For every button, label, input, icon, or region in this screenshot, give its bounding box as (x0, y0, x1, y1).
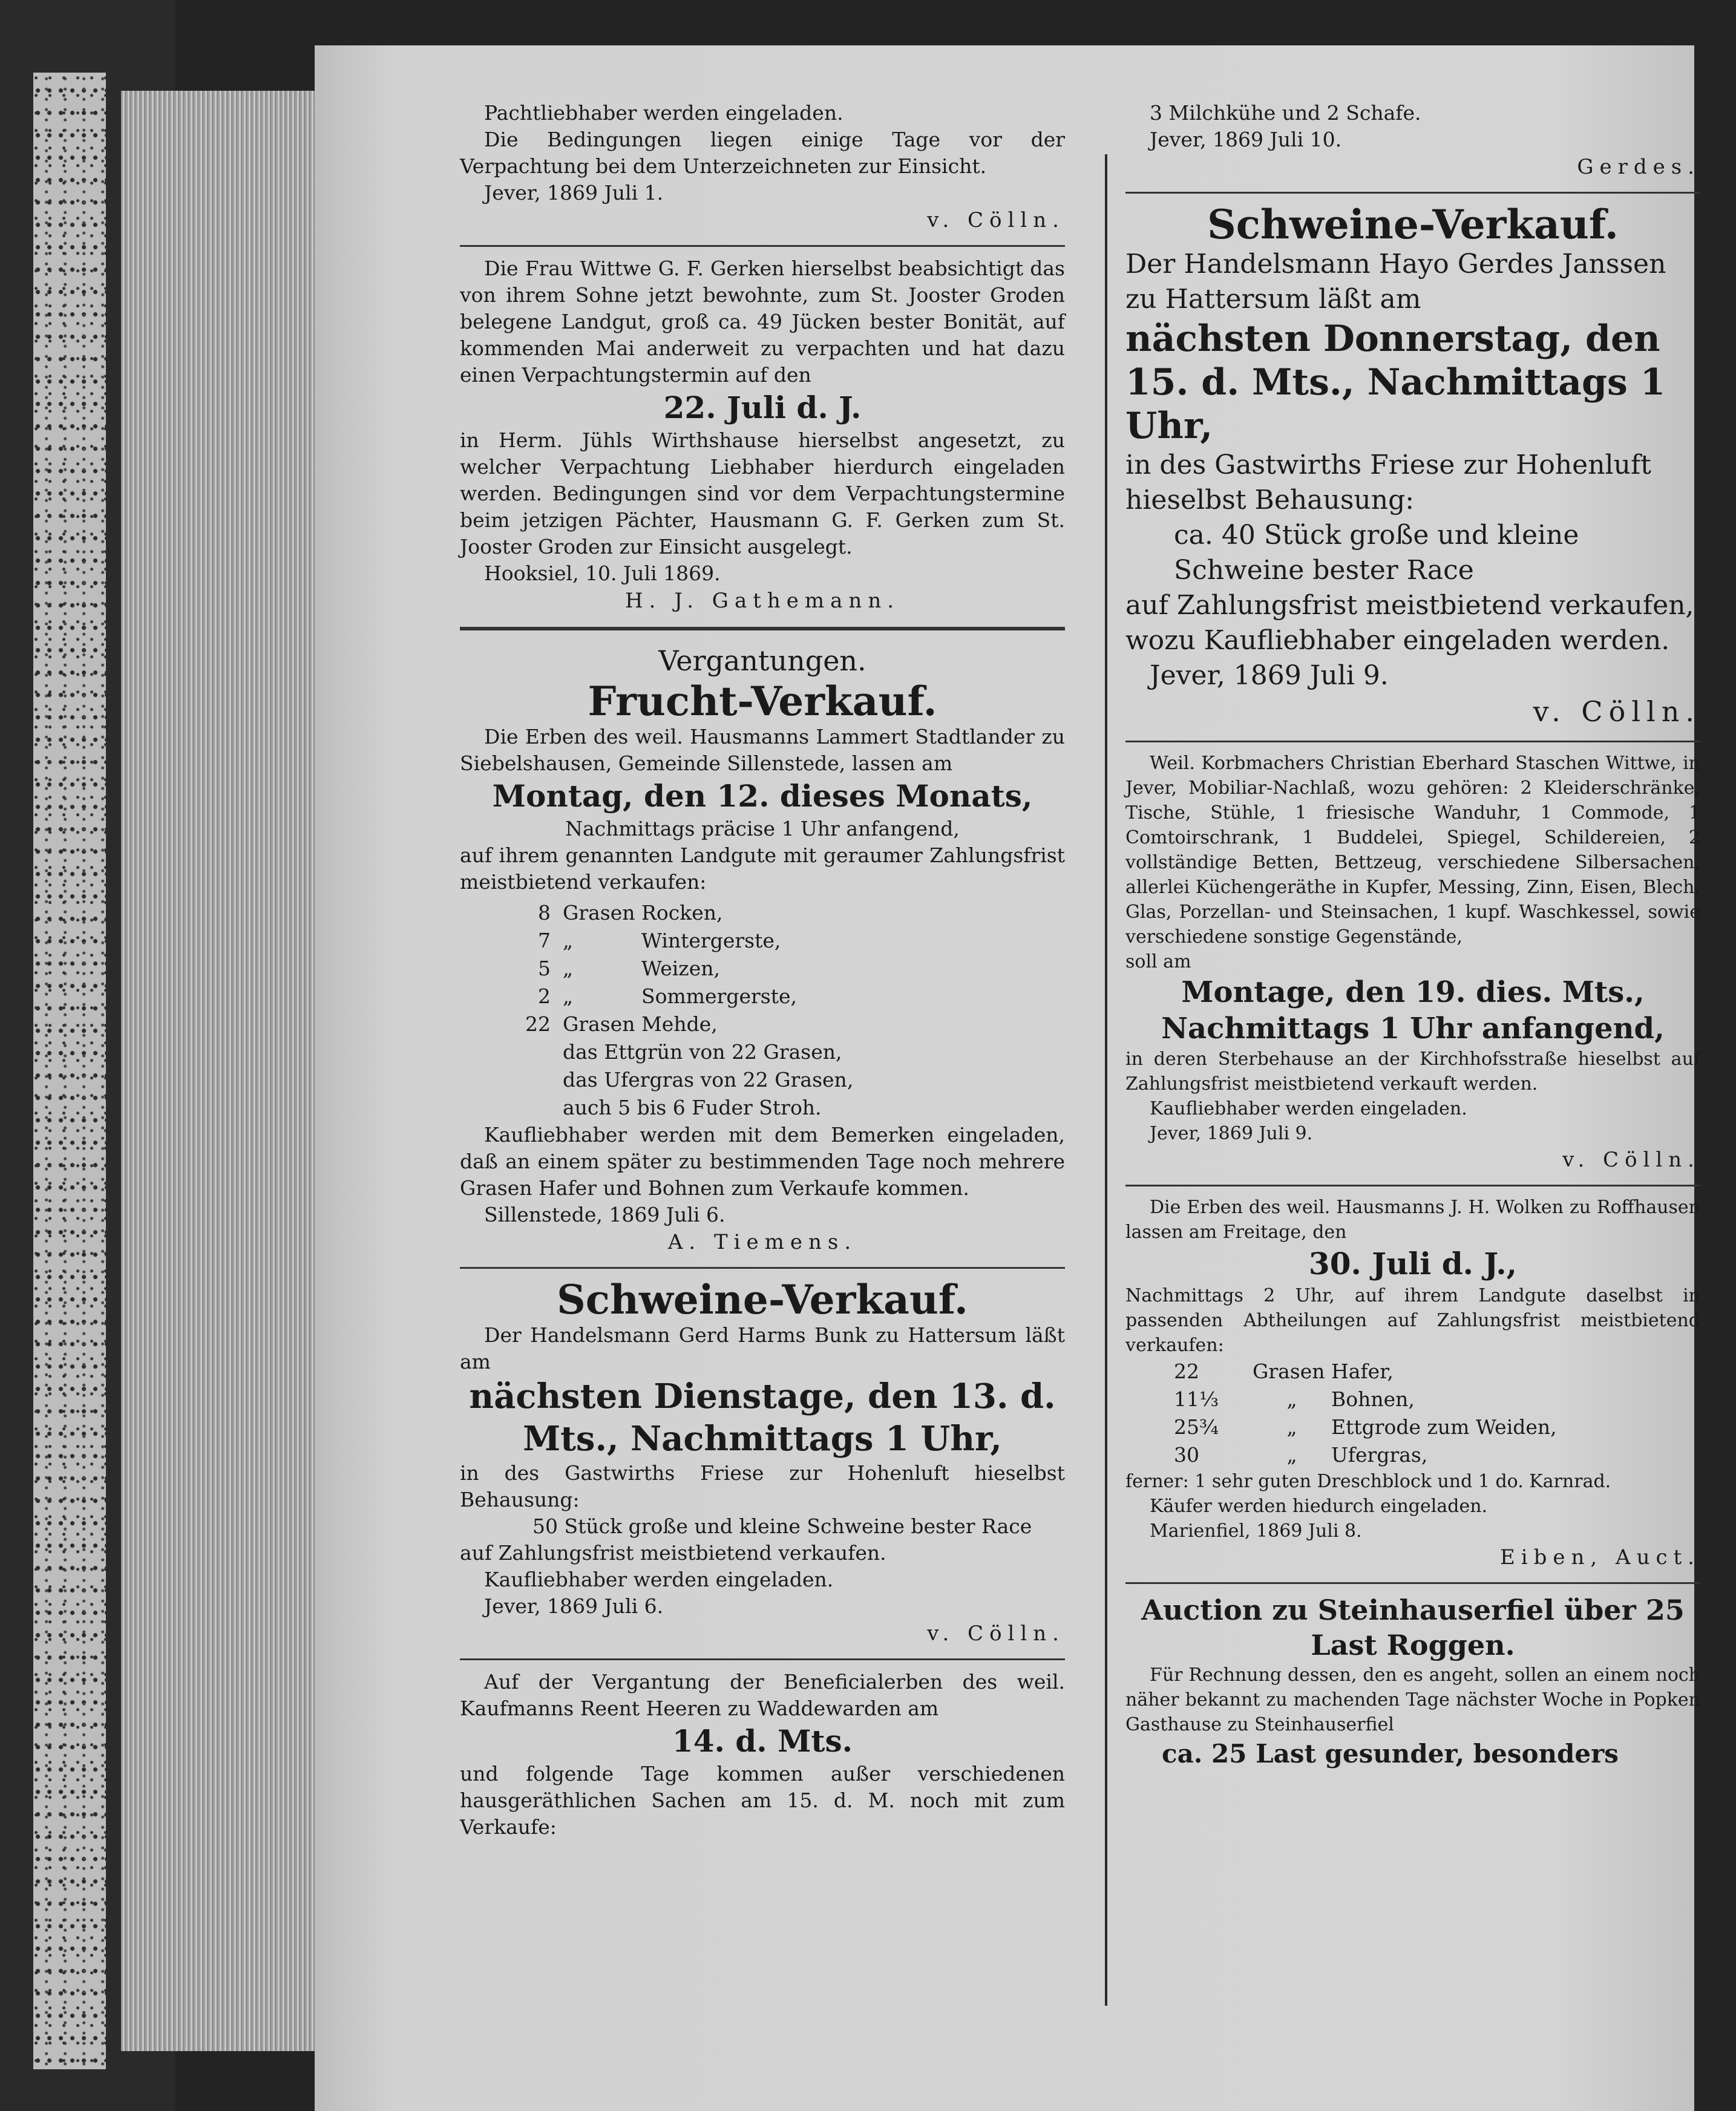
lease-text: Die Frau Wittwe G. F. Gerken hierselbst beabsichtigt das von ihrem Sohne jetzt bewohnte, zum St. Jooster Groden belegene Landgut, groß ca. 49 Jücken bester Bonität, auf kommenden Mai anderweit zu verpachten und hat dazu einen Verpachtungstermin auf den (460, 257, 1065, 387)
pig-sale-place-date: Jever, 1869 Juli 9. (1150, 660, 1389, 691)
item-name: Wintergerste, (641, 929, 781, 952)
item-qty: 7 (538, 929, 551, 952)
wolken-sale (1125, 1195, 1700, 1571)
fruit-sale-date: Montag, den 12. dieses Monats, (492, 778, 1033, 814)
list-item (1174, 1386, 1700, 1413)
wolken-text-2: Nachmittags 2 Uhr, auf ihrem Landgute daselbst in passenden Abtheilungen auf Zahlungsfrist meistbietend verkaufen: (1125, 1285, 1700, 1356)
divider (1125, 1185, 1700, 1186)
item-extra: das Ufergras von 22 Grasen, (563, 1068, 854, 1092)
pig-sale-intro: Der Handelsmann Gerd Harms Bunk zu Hattersum läßt am (460, 1323, 1065, 1373)
auction-text: Für Rechnung dessen, den es angeht, sollen an einem noch näher bekannt zu machenden Tage nächster Woche in Popken Gasthause zu Steinhauserfiel (1125, 1664, 1700, 1735)
wolken-extra: ferner: 1 sehr guten Dreschblock und 1 do. Karnrad. (1125, 1471, 1611, 1492)
pig-sale-text: in des Gastwirths Friese zur Hohenluft hieselbst Behausung: (460, 1461, 1065, 1511)
wolken-place-date: Marienfiel, 1869 Juli 8. (1150, 1520, 1362, 1542)
pig-sale-text-2: auf Zahlungsfrist meistbietend verkaufen. (460, 1541, 886, 1565)
fruit-sale-list (460, 899, 1065, 1122)
newspaper-page (315, 45, 1700, 2111)
left-column (460, 100, 1065, 1841)
top-line: 3 Milchkühe und 2 Schafe. (1150, 101, 1421, 125)
estate-place-date: Jever, 1869 Juli 9. (1150, 1123, 1313, 1144)
pig-sale-text: in des Gastwirths Friese zur Hohenluft hieselbst Behausung: (1125, 450, 1651, 515)
item-unit: „ (1286, 1415, 1297, 1439)
item-name: Bohnen, (1331, 1387, 1415, 1411)
list-item (496, 899, 1065, 927)
item-qty: 5 (538, 957, 551, 980)
benef-text: Auf der Vergantung der Beneficialerben des weil. Kaufmanns Reent Heeren zu Waddewarden am (460, 1670, 1065, 1720)
estate-sale (1125, 751, 1700, 1174)
estate-date: Montage, den 19. dies. Mts., Nachmittags 1 Uhr anfangend, (1161, 975, 1665, 1046)
divider (460, 627, 1065, 630)
pig-sale-intro: Der Handelsmann Hayo Gerdes Janssen zu Hattersum läßt am (1125, 249, 1666, 315)
item-unit: Grasen (563, 901, 635, 925)
pig-sale-invite: Kaufliebhaber werden eingeladen. (484, 1568, 834, 1591)
list-item (496, 927, 1065, 955)
item-name: Weizen, (641, 957, 720, 980)
notice-line: Pachtliebhaber werden eingeladen. (484, 101, 843, 125)
fruit-sale-title: Frucht-Verkauf. (588, 678, 937, 725)
notice-line: Die Bedingungen liegen einige Tage vor der Verpachtung bei dem Unterzeichneten zur Einsicht. (460, 128, 1065, 178)
item-unit: „ (563, 957, 574, 980)
pig-sale-right (1125, 202, 1700, 730)
list-item (496, 983, 1065, 1010)
item-qty: 11⅓ (1174, 1387, 1219, 1411)
notice-date: Jever, 1869 Juli 1. (484, 181, 664, 205)
lease-notice (460, 255, 1065, 615)
item-name: Rocken, (641, 901, 723, 925)
estate-lead: soll am (1125, 951, 1191, 972)
wolken-list (1125, 1358, 1700, 1469)
wolken-text: Die Erben des weil. Hausmanns J. H. Wolken zu Roffhausen lassen am Freitage, den (1125, 1197, 1700, 1243)
item-unit: „ (1286, 1387, 1297, 1411)
pig-sale-item: 50 Stück große und kleine Schweine bester Race (532, 1514, 1032, 1538)
divider (1125, 192, 1700, 194)
list-item (1174, 1413, 1700, 1441)
item-name: Sommergerste, (641, 984, 798, 1008)
lease-date: 22. Juli d. J. (663, 390, 862, 425)
estate-text: Weil. Korbmachers Christian Eberhard Staschen Wittwe, in Jever, Mobiliar-Nachlaß, wozu gehören: 2 Kleiderschränke, Tische, Stühle, 1 friesische Wanduhr, 1 Commode, 1 Comtoirschrank, 1 Buddelei, Spiegel, Schildereien, 2 vollständige Betten, Bettzeug, verschiedene Silbersachen, allerlei Küchengeräthe in Kupfer, Messing, Zinn, Eisen, Blech, Glas, Porzellan- und Steinsachen, 1 kupf. Waschkessel, sowie verschiedene sonstige Gegenstände, (1125, 753, 1700, 947)
list-item (496, 1094, 1065, 1122)
pig-sale-signature: v. Cölln. (1533, 695, 1700, 728)
top-signature: Gerdes. (1577, 155, 1700, 179)
auction-last-line: ca. 25 Last gesunder, besonders (1162, 1739, 1619, 1769)
fruit-sale-intro: Die Erben des weil. Hausmanns Lammert Stadtlander zu Siebelshausen, Gemeinde Sillenstede, lassen am (460, 725, 1065, 775)
divider (460, 1267, 1065, 1269)
divider (1125, 741, 1700, 742)
item-name: Ufergras, (1331, 1443, 1428, 1467)
item-qty: 22 (1174, 1360, 1199, 1383)
fruit-sale-place-date: Sillenstede, 1869 Juli 6. (484, 1203, 726, 1226)
pig-sale-date: nächsten Dienstage, den 13. d. Mts., Nachmittags 1 Uhr, (469, 1376, 1056, 1459)
wolken-invite: Käufer werden hiedurch eingeladen. (1150, 1496, 1488, 1517)
pig-sale-left (460, 1277, 1065, 1648)
wolken-date: 30. Juli d. J., (1308, 1246, 1518, 1281)
item-qty: 22 (525, 1012, 551, 1036)
pig-sale-date: nächsten Donnerstag, den 15. d. Mts., Nachmittags 1 Uhr, (1125, 318, 1666, 447)
item-qty: 8 (538, 901, 551, 925)
pig-sale-place-date: Jever, 1869 Juli 6. (484, 1594, 664, 1618)
beneficial-notice (460, 1669, 1065, 1841)
right-top (1125, 100, 1700, 181)
item-qty: 30 (1174, 1443, 1199, 1467)
top-place-date: Jever, 1869 Juli 10. (1150, 128, 1342, 151)
pig-sale-title: Schweine-Verkauf. (557, 1276, 968, 1323)
item-qty: 2 (538, 984, 551, 1008)
pig-sale-title: Schweine-Verkauf. (1207, 201, 1619, 248)
list-item (496, 1038, 1065, 1066)
list-item (496, 955, 1065, 983)
estate-signature: v. Cölln. (1562, 1148, 1700, 1172)
auction-title: Auction zu Steinhauserfiel über 25 Last Roggen. (1141, 1594, 1685, 1661)
fruit-sale-signature: A. Tiemens. (667, 1230, 857, 1254)
item-extra: auch 5 bis 6 Fuder Stroh. (563, 1096, 822, 1119)
divider (460, 1658, 1065, 1660)
marbled-cover (33, 73, 106, 2069)
estate-text-2: in deren Sterbehause an der Kirchhofsstraße hieselbst auf Zahlungsfrist meistbietend verkauft werden. (1125, 1049, 1700, 1095)
auction-notice (1125, 1592, 1700, 1771)
benef-date: 14. d. Mts. (672, 1723, 853, 1759)
item-unit: „ (563, 929, 574, 952)
divider (1125, 1582, 1700, 1584)
item-unit: „ (563, 984, 574, 1008)
column-divider (1105, 154, 1107, 2006)
estate-invite: Kaufliebhaber werden eingeladen. (1150, 1098, 1467, 1119)
fruit-sale-closing: Kaufliebhaber werden mit dem Bemerken eingeladen, daß an einem später zu bestimmenden Tage noch mehrere Grasen Hafer und Bohnen zum Verkaufe kommen. (460, 1123, 1065, 1200)
item-name: Hafer, (1331, 1360, 1394, 1383)
item-unit: Grasen (563, 1012, 635, 1036)
fruit-sale-text: auf ihrem genannten Landgute mit geraumer Zahlungsfrist meistbietend verkaufen: (460, 843, 1065, 894)
section-title: Vergantungen. (658, 644, 866, 677)
pig-sale-item: ca. 40 Stück große und kleine Schweine bester Race (1174, 520, 1579, 586)
page-edges (121, 91, 321, 2051)
benef-text-2: und folgende Tage kommen außer verschiedenen hausgeräthlichen Sachen am 15. d. M. noch mit zum Verkaufe: (460, 1762, 1065, 1839)
fruit-sale (460, 679, 1065, 1256)
pig-sale-text-2: auf Zahlungsfrist meistbietend verkaufen, wozu Kaufliebhaber eingeladen werden. (1125, 590, 1694, 656)
item-name: Ettgrode zum Weiden, (1331, 1415, 1557, 1439)
item-unit: „ (1286, 1443, 1297, 1467)
notice-signature: v. Cölln. (927, 208, 1065, 232)
pig-sale-signature: v. Cölln. (927, 1622, 1065, 1646)
list-item (1174, 1441, 1700, 1469)
list-item (496, 1010, 1065, 1038)
lease-text-2: in Herm. Jühls Wirthshause hierselbst angesetzt, zu welcher Verpachtung Liebhaber hierdurch eingeladen werden. Bedingungen sind vor dem Verpachtungstermine beim jetzigen Pächter, Hausmann G. F. Gerken zum St. Jooster Groden zur Einsicht ausgelegt. (460, 428, 1065, 558)
item-extra: das Ettgrün von 22 Grasen, (563, 1040, 842, 1064)
right-column (1125, 100, 1700, 1771)
list-item (1174, 1358, 1700, 1386)
divider (460, 245, 1065, 247)
item-name: Mehde, (641, 1012, 718, 1036)
wolken-signature: Eiben, Auct. (1499, 1545, 1700, 1569)
item-qty: 25¾ (1174, 1415, 1219, 1439)
lease-signature: H. J. Gathemann. (624, 589, 900, 613)
item-unit: Grasen (1253, 1360, 1325, 1383)
list-item (496, 1066, 1065, 1094)
lease-place-date: Hooksiel, 10. Juli 1869. (484, 561, 721, 585)
top-notice (460, 100, 1065, 234)
fruit-sale-time: Nachmittags präcise 1 Uhr anfangend, (565, 817, 960, 840)
